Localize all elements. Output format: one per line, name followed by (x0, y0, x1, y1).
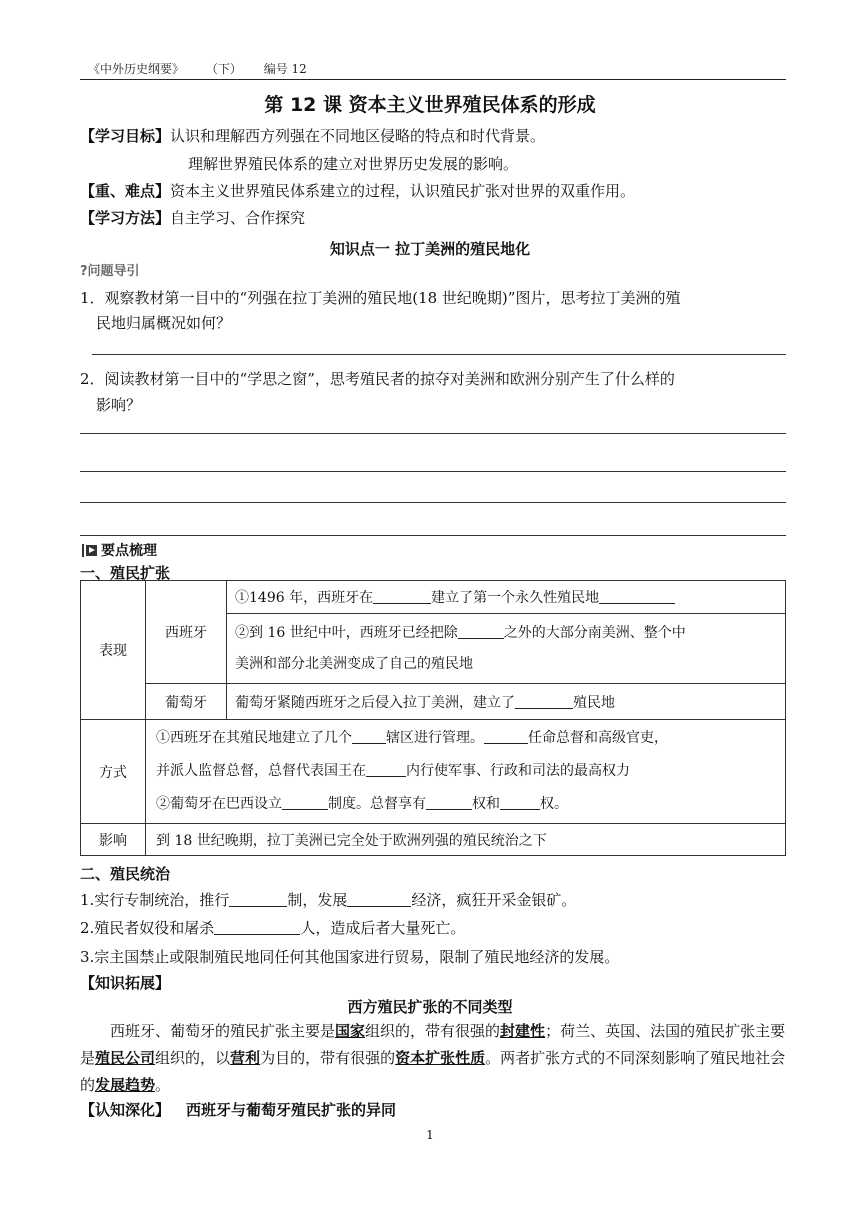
bar-icon (82, 544, 84, 557)
header-book: 《中外历史纲要》 (88, 62, 185, 76)
answer-line (80, 502, 786, 503)
summary-heading (82, 540, 157, 560)
answer-line (80, 433, 786, 434)
answer-line (92, 354, 786, 355)
keypoints-text: 资本主义世界殖民体系建立的过程，认识殖民扩张对世界的双重作用。 (170, 182, 636, 200)
play-icon (86, 545, 97, 556)
colonial-expansion-table (80, 580, 786, 856)
question-1-line-1: 1．观察教材第一目中的“列强在拉丁美洲的殖民地(18 世纪晚期)”图片，思考拉丁美洲的殖 (80, 289, 681, 307)
objectives-text-1: 认识和理解西方列强在不同地区侵略的特点和时代背景。 (170, 127, 546, 145)
row-header-spain: 西班牙 (146, 581, 227, 684)
rule-item-1: 1.实行专制统治，推行 制，发展 经济，疯狂开采金银矿。 (80, 891, 577, 909)
lightbulb-icon: ? (80, 264, 88, 279)
blank[interactable] (229, 892, 287, 907)
answer-line (80, 535, 786, 536)
question-2-line-2: 影响？ (96, 396, 142, 414)
question-1-line-2: 民地归属概况如何？ (96, 314, 232, 332)
deepening-label: 【认知深化】 (80, 1101, 171, 1119)
method-line (80, 207, 305, 228)
summary-label: 要点梳理 (101, 543, 157, 559)
row-header-method: 方式 (81, 720, 146, 824)
objectives-line-2: 理解世界殖民体系的建立对世界历史发展的影响。 (188, 155, 519, 173)
section-2-heading: 二、殖民统治 (80, 865, 171, 883)
header-rule (80, 79, 786, 80)
method-items: ①西班牙在其殖民地建立了几个 辖区进行管理。 任命总督和高级官吏， 并派人监督总督，总督代表国王在 内行使军事、行政和司法的最高权力 ②葡萄牙在巴西设立 制度。总督享有 权和 权。 (146, 720, 786, 824)
spain-item-1: ①1496 年，西班牙在 建立了第一个永久性殖民地 (227, 581, 786, 614)
blank[interactable] (500, 795, 540, 810)
question-2-line-1: 2．阅读教材第一目中的“学思之窗”，思考殖民者的掠夺对美洲和欧洲分别产生了什么样的 (80, 370, 675, 388)
guide-label: 问题导引 (87, 264, 140, 279)
blank[interactable] (352, 729, 386, 744)
blank[interactable] (599, 589, 675, 604)
blank[interactable] (426, 795, 472, 810)
rule-item-2: 2.殖民者奴役和屠杀 人，造成后者大量死亡。 (80, 919, 466, 937)
header-number: 编号 12 (263, 62, 307, 76)
extension-title: 西方殖民扩张的不同类型 (347, 998, 513, 1016)
blank[interactable] (347, 892, 411, 907)
row-header-performance: 表现 (81, 581, 146, 720)
objectives-label: 【学习目标】 (80, 127, 171, 145)
extension-paragraph: 西班牙、葡萄牙的殖民扩张主要是国家组织的，带有很强的封建性；荷兰、英国、法国的殖民扩张主要是殖民公司组织的，以营利为目的，带有很强的资本扩张性质。两者扩张方式的不同深刻影响了殖民地社会的发展趋势。 (80, 1022, 786, 1094)
header-volume: （下） (205, 62, 242, 76)
blank[interactable] (373, 589, 431, 604)
impact-item: 到 18 世纪晚期，拉丁美洲已完全处于欧洲列强的殖民统治之下 (146, 824, 786, 856)
blank[interactable] (458, 624, 504, 639)
keypoints-label: 【重、难点】 (80, 182, 171, 200)
knowledge-point-1-title: 知识点一 拉丁美洲的殖民地化 (329, 240, 531, 258)
spain-item-2: ②到 16 世纪中叶，西班牙已经把除 之外的大部分南美洲、整个中 美洲和部分北美洲变成了自己的殖民地 (227, 614, 786, 684)
page-header (88, 60, 325, 77)
row-header-impact: 影响 (81, 824, 146, 856)
blank[interactable] (282, 795, 328, 810)
blank[interactable] (484, 729, 528, 744)
row-header-portugal: 葡萄牙 (146, 684, 227, 720)
deepening-text: 西班牙与葡萄牙殖民扩张的异同 (186, 1101, 397, 1119)
blank[interactable] (515, 694, 573, 709)
method-text: 自主学习、合作探究 (170, 209, 306, 227)
extension-label: 【知识拓展】 (80, 974, 171, 992)
rule-item-3: 3.宗主国禁止或限制殖民地同任何其他国家进行贸易，限制了殖民地经济的发展。 (80, 948, 620, 966)
page-number: 1 (426, 1128, 434, 1142)
blank[interactable] (214, 920, 300, 935)
method-label: 【学习方法】 (80, 209, 171, 227)
deepening-line (80, 1099, 396, 1120)
answer-line (80, 471, 786, 472)
lesson-title: 第 12 课 资本主义世界殖民体系的形成 (264, 94, 596, 116)
section-1-heading: 一、殖民扩张 (80, 564, 171, 582)
guide-heading (80, 260, 140, 279)
blank[interactable] (366, 762, 406, 777)
keypoints-line (80, 180, 635, 201)
objectives-line-1 (80, 125, 545, 146)
portugal-item: 葡萄牙紧随西班牙之后侵入拉丁美洲，建立了 殖民地 (227, 684, 786, 720)
